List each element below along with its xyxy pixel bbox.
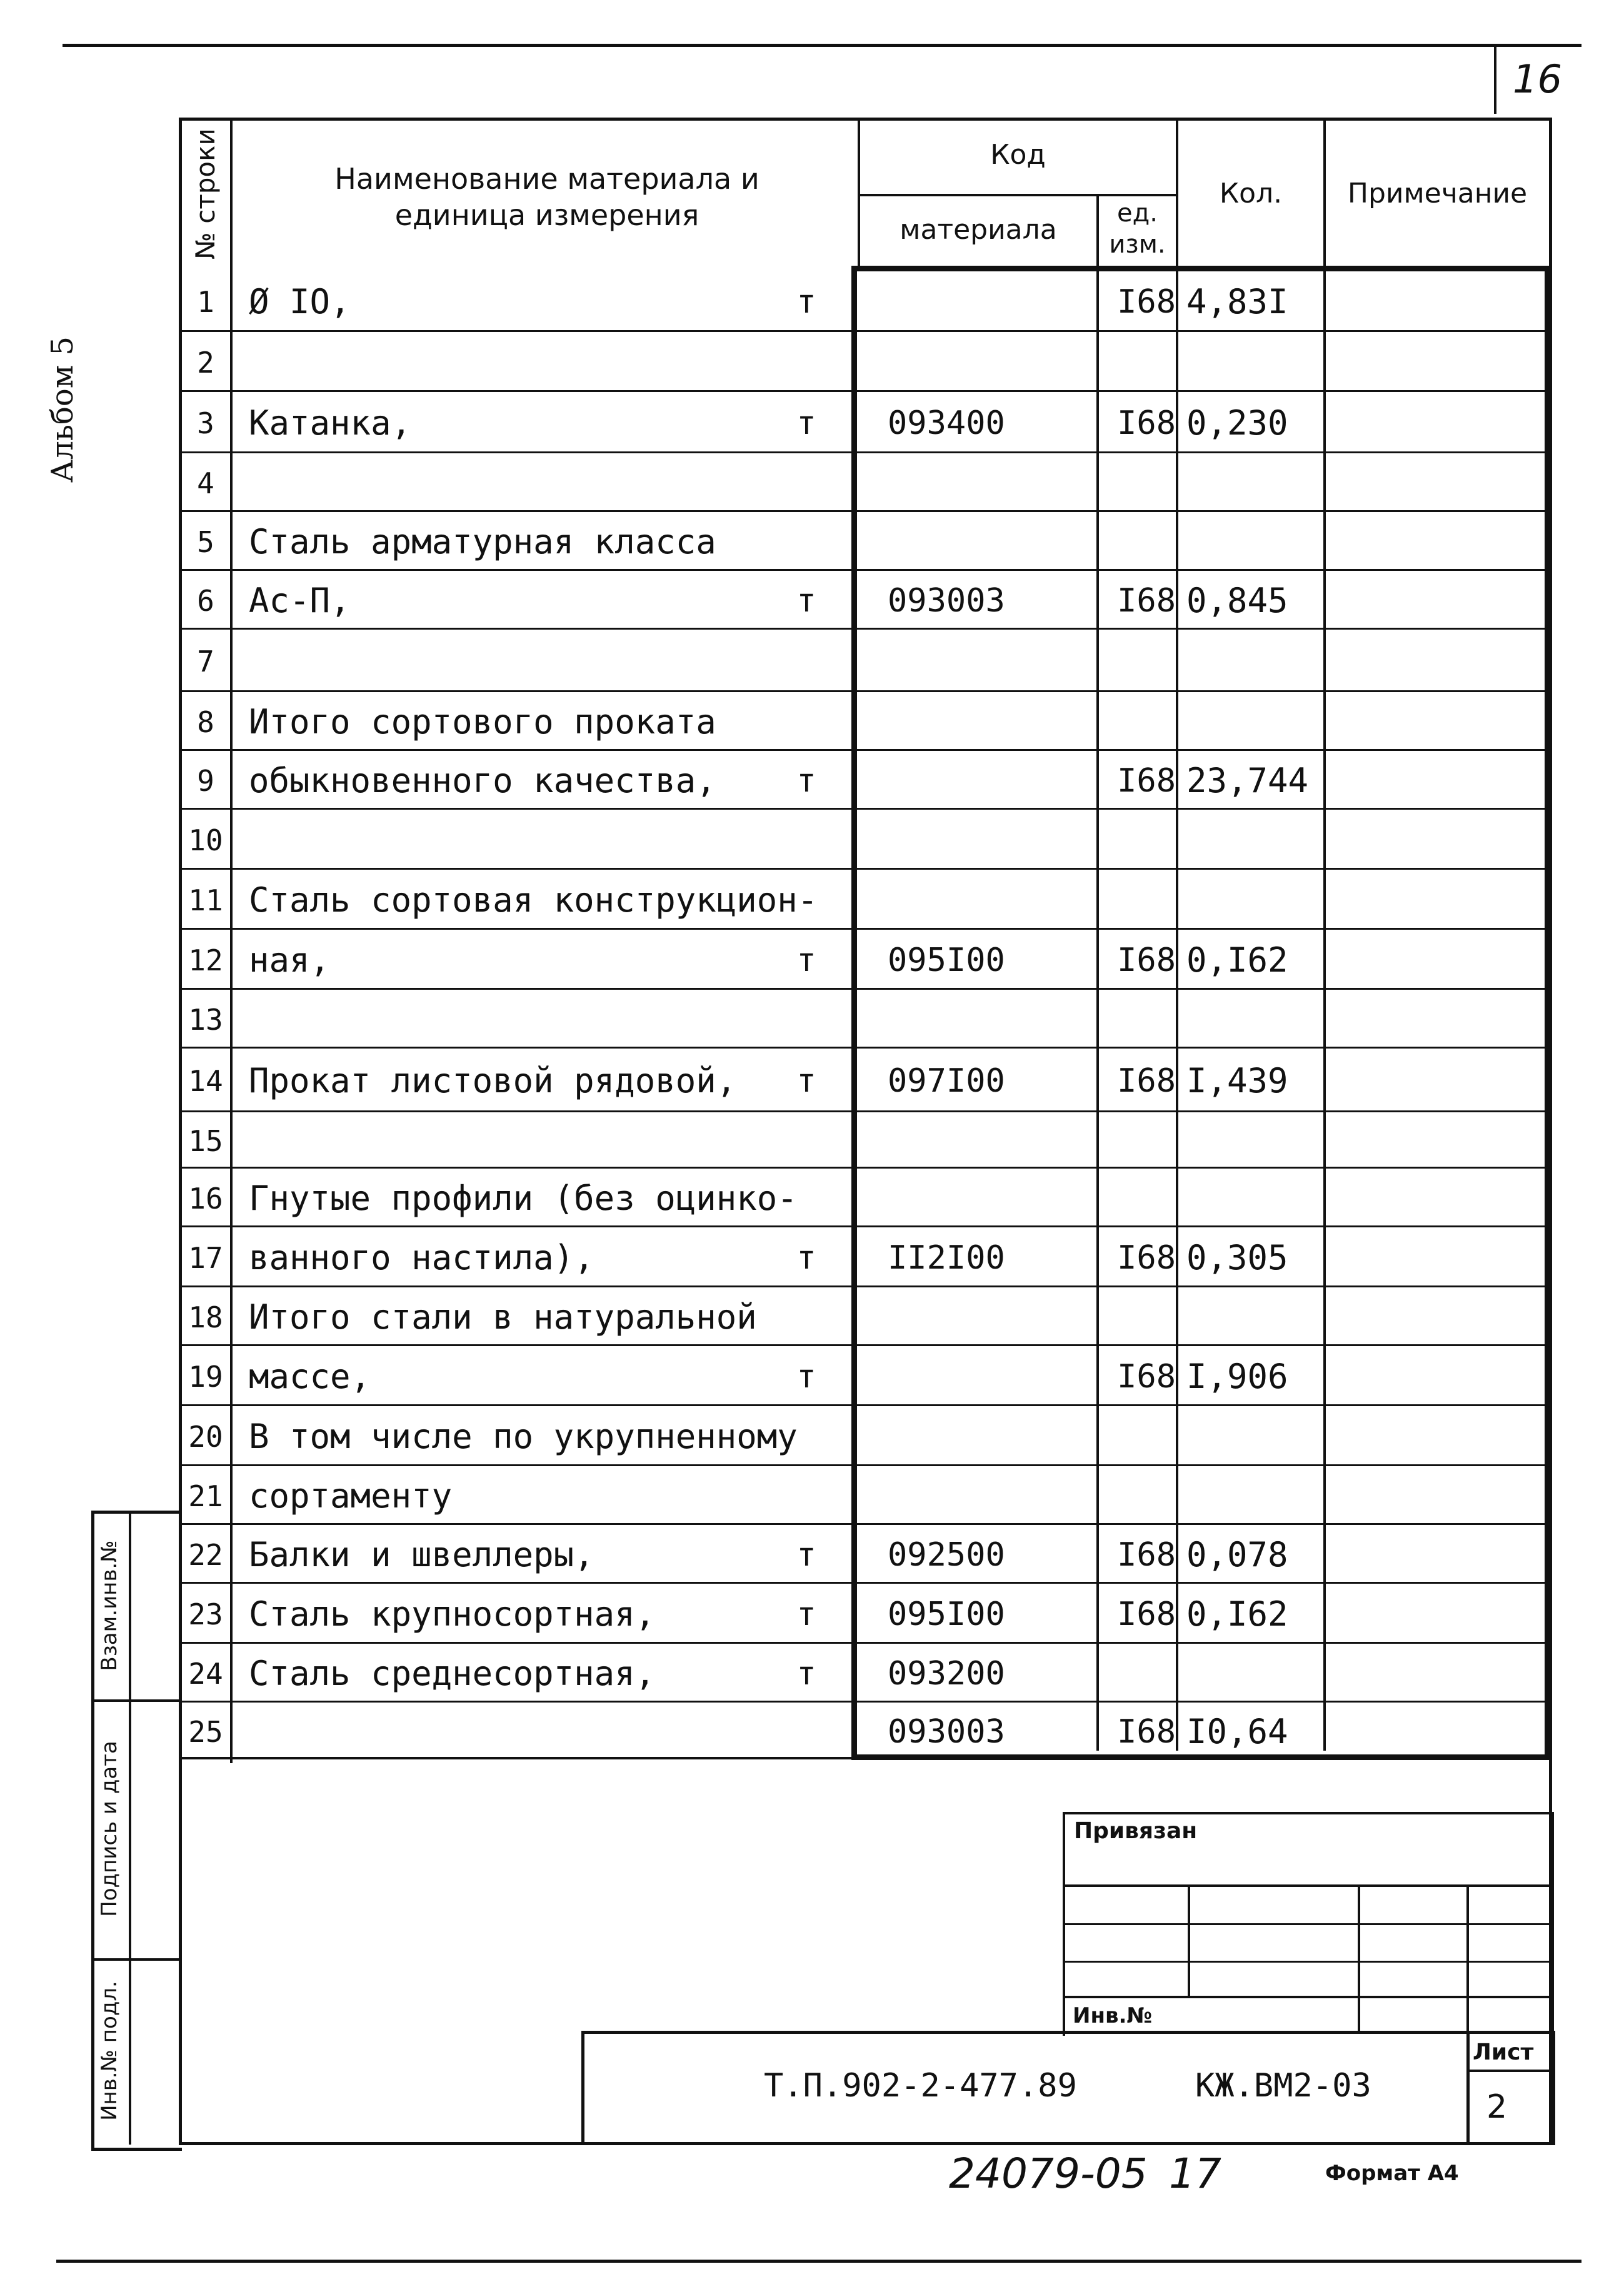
sheet-label: Лист [1473, 2040, 1534, 2065]
row-number: 12 [188, 943, 223, 977]
row-unit-code: I68 [1117, 762, 1176, 800]
header-material-name: Наименование материала и единица измерения [334, 162, 759, 232]
left-stamp-div-1 [91, 1699, 179, 1702]
rowno-col-right [230, 119, 233, 1763]
row-number: 24 [188, 1657, 223, 1691]
row-unit-code: I68 [1117, 1358, 1176, 1396]
row-material-name: Сталь арматурная класса [249, 522, 716, 561]
page-number-box-left [1494, 45, 1496, 114]
row-unit: т [796, 1062, 816, 1100]
row-separator [179, 1464, 1552, 1466]
row-unit-code: I68 [1117, 582, 1176, 620]
row-separator [179, 451, 1552, 453]
row-number: 9 [197, 764, 214, 798]
row-number: 13 [188, 1003, 223, 1037]
row-unit: т [796, 1655, 816, 1693]
row-material-name: обыкновенного качества, [249, 761, 716, 800]
header-note: Примечание [1347, 178, 1528, 209]
header-code-material: материала [900, 214, 1057, 246]
row-separator [179, 1225, 1552, 1227]
row-quantity: 0,078 [1186, 1535, 1288, 1574]
privyazan-col-2 [1358, 1884, 1360, 2033]
row-unit-code: I68 [1117, 942, 1176, 979]
row-unit: т [796, 283, 816, 321]
inv-no-label: Инв.№ [1073, 2003, 1153, 2028]
row-separator [179, 1047, 1552, 1049]
format-label: Формат А4 [1325, 2161, 1459, 2186]
row-number: 22 [188, 1538, 223, 1572]
privyazan-line-4 [1063, 1996, 1549, 1998]
album-label: Альбом 5 [45, 336, 80, 483]
row-material-code: II2I00 [888, 1239, 1005, 1277]
row-separator [179, 1285, 1552, 1287]
left-stamp-div-2 [91, 1958, 179, 1961]
row-number: 14 [188, 1064, 223, 1098]
row-material-code: 093003 [888, 1713, 1005, 1751]
page-number: 16 [1513, 56, 1562, 102]
row-material-name: ная, [249, 940, 331, 980]
row-number: 18 [188, 1300, 223, 1334]
row-material-name: ванного настила), [249, 1238, 594, 1277]
row-quantity: I,906 [1186, 1357, 1288, 1396]
row-number: 25 [188, 1715, 223, 1749]
row-unit-code: I68 [1117, 1536, 1176, 1574]
row-quantity: 0,230 [1186, 403, 1288, 443]
header-code: Код [990, 139, 1046, 171]
row-quantity: 4,83I [1186, 282, 1288, 321]
row-quantity: 0,845 [1186, 581, 1288, 620]
row-quantity: 0,I62 [1186, 940, 1288, 980]
row-unit: т [796, 1596, 816, 1633]
sheet-box-left [1466, 2031, 1470, 2143]
privyazan-col-3 [1466, 1884, 1469, 2033]
qty-col-divider [1176, 269, 1178, 1751]
note-col-divider [1323, 269, 1326, 1751]
row-number: 2 [197, 346, 214, 380]
row-number: 3 [197, 406, 214, 440]
row-separator [179, 1404, 1552, 1406]
sheet-number: 2 [1486, 2088, 1508, 2126]
privyazan-line-2 [1063, 1923, 1549, 1925]
row-number: 1 [197, 285, 214, 319]
row-separator [179, 868, 1552, 870]
row-number: 17 [188, 1241, 223, 1275]
row-unit: т [796, 1239, 816, 1277]
row-material-name: Ас-П, [249, 581, 351, 620]
row-unit-code: I68 [1117, 405, 1176, 442]
row-quantity: 0,I62 [1186, 1594, 1288, 1634]
privyazan-label: Привязан [1074, 1818, 1198, 1844]
row-unit-code: I68 [1117, 1062, 1176, 1100]
row-unit: т [796, 1358, 816, 1396]
stamp-number: 24079-05 [949, 2150, 1148, 2198]
row-separator [179, 1167, 1552, 1169]
row-material-name: Катанка, [249, 403, 412, 443]
row-material-code: 095I00 [888, 1596, 1005, 1633]
document-code: Т.П.902-2-477.89 [764, 2067, 1077, 2105]
row-unit: т [796, 762, 816, 800]
row-separator [179, 988, 1552, 990]
row-material-name: Сталь крупносортная, [249, 1594, 656, 1634]
row-separator [179, 628, 1552, 630]
row-number: 15 [188, 1124, 223, 1158]
row-unit: т [796, 582, 816, 620]
stamp-inv-original: Инв.№ подл. [97, 1981, 122, 2121]
document-mark: КЖ.ВМ2-03 [1195, 2067, 1371, 2105]
row-separator [179, 1582, 1552, 1584]
row-material-name: массе, [249, 1357, 371, 1396]
row-unit: т [796, 1536, 816, 1574]
header-code-unit: ед. изм. [1109, 199, 1166, 259]
row-separator [179, 928, 1552, 930]
table-top-border [179, 118, 1552, 121]
row-separator [179, 749, 1552, 751]
row-separator [179, 390, 1552, 392]
row-separator [179, 569, 1552, 571]
row-number: 7 [197, 645, 214, 678]
row-number: 4 [197, 466, 214, 500]
stamp-vzam-inv: Взам.инв.№ [97, 1540, 122, 1671]
row-separator [179, 510, 1552, 512]
row-material-code: 097I00 [888, 1062, 1005, 1100]
row-unit-code: I68 [1117, 283, 1176, 321]
row-separator [179, 808, 1552, 810]
row-number: 23 [188, 1597, 223, 1631]
row-separator [179, 690, 1552, 692]
row-number: 6 [197, 584, 214, 618]
header-row-number: № строки [190, 128, 221, 259]
privyazan-line-3 [1063, 1961, 1549, 1963]
stamp-signature-date: Подпись и дата [97, 1741, 122, 1917]
left-stamp-inner-line [129, 1511, 131, 2145]
code-header-divider [858, 194, 1178, 196]
row-quantity: I,439 [1186, 1061, 1288, 1100]
row-separator [179, 330, 1552, 332]
row-number: 21 [188, 1479, 223, 1513]
row-quantity: I0,64 [1186, 1712, 1288, 1751]
privyazan-col-1 [1188, 1884, 1190, 1997]
row-material-code: 092500 [888, 1536, 1005, 1574]
row-quantity: 0,305 [1186, 1238, 1288, 1277]
top-border-line [63, 44, 1581, 47]
row-unit: т [796, 405, 816, 442]
privyazan-line-1 [1063, 1884, 1549, 1887]
header-quantity: Кол. [1219, 178, 1283, 209]
row-material-name: Гнутые профили (без оцинко- [249, 1179, 798, 1218]
row-material-name: сортаменту [249, 1476, 453, 1516]
row-material-name: Итого сортового проката [249, 702, 716, 742]
row-separator [179, 1344, 1552, 1346]
row-unit-code: I68 [1117, 1713, 1176, 1751]
row-material-name: Прокат листовой рядовой, [249, 1061, 737, 1100]
row-unit-code: I68 [1117, 1239, 1176, 1277]
sheet-box-divider [1466, 2070, 1549, 2072]
row-material-name: Ø IO, [249, 282, 351, 321]
row-unit: т [796, 942, 816, 979]
row-separator [179, 1110, 1552, 1112]
row-material-code: 093003 [888, 582, 1005, 620]
row-material-name: Итого стали в натуральной [249, 1297, 757, 1337]
row-material-name: Балки и швеллеры, [249, 1535, 594, 1574]
row-unit-code: I68 [1117, 1596, 1176, 1633]
row-number: 16 [188, 1182, 223, 1215]
row-number: 10 [188, 823, 223, 857]
row-material-code: 095I00 [888, 942, 1005, 979]
bottom-border-line [56, 2260, 1581, 2263]
row-number: 11 [188, 883, 223, 917]
row-quantity: 23,744 [1186, 761, 1309, 800]
row-material-code: 093200 [888, 1655, 1005, 1693]
row-separator [179, 1701, 1552, 1703]
row-number: 20 [188, 1420, 223, 1454]
row-number: 5 [197, 525, 214, 559]
row-number: 19 [188, 1360, 223, 1394]
row-material-name: Сталь среднесортная, [249, 1654, 656, 1693]
row-material-code: 093400 [888, 405, 1005, 442]
unit-col-divider [1096, 269, 1099, 1751]
row-separator [179, 1523, 1552, 1525]
row-separator [179, 1642, 1552, 1644]
table-body-bottom [179, 1757, 1552, 1759]
row-material-name: Сталь сортовая конструкцион- [249, 880, 818, 920]
row-material-name: В том числе по укрупненному [249, 1417, 798, 1456]
row-number: 8 [197, 705, 214, 739]
copy-number: 17 [1169, 2150, 1221, 2198]
